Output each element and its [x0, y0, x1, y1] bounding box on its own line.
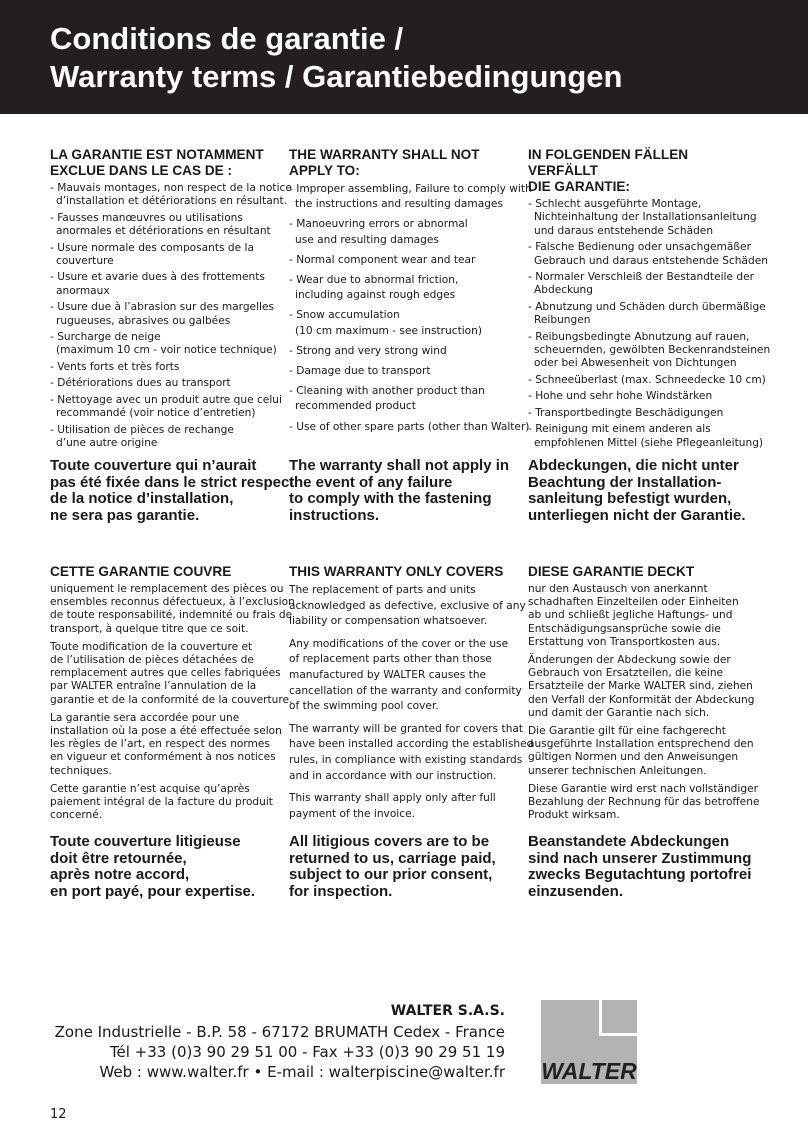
list-item — [289, 308, 521, 338]
list-item-line: - Normaler Verschleiß der Bestandteile der — [528, 271, 754, 284]
paragraph — [528, 654, 760, 720]
fr-covers-section — [50, 564, 295, 827]
fr-exclusions-list — [50, 182, 292, 450]
paragraph-line: manufactured by WALTER causes the — [289, 668, 487, 681]
list-item-line: - Détériorations dues au transport — [50, 377, 231, 390]
list-item — [50, 212, 282, 239]
paragraph — [50, 712, 282, 778]
note-line: ne sera pas garantie. — [50, 506, 200, 524]
list-item — [528, 271, 760, 298]
paragraph-line: The warranty will be granted for covers that — [289, 722, 524, 735]
paragraph — [50, 640, 293, 707]
de-litigious-note — [528, 834, 760, 900]
de-covers-section — [528, 564, 760, 827]
company-name: WALTER S.A.S. — [390, 1003, 505, 1019]
list-item — [289, 273, 521, 303]
page-header — [0, 0, 808, 114]
list-item — [528, 300, 766, 328]
note-line: instructions. — [289, 506, 380, 524]
paragraph-line: of replacement parts other than those — [289, 653, 492, 666]
list-item-line: Nichteinhaltung der Installationsanleitung — [534, 211, 757, 224]
paragraph — [289, 637, 521, 715]
note-line: de la notice d’installation, — [50, 490, 234, 508]
fr-covers-text — [50, 583, 295, 822]
list-item — [289, 364, 521, 379]
paragraph-line: transport, à quelque titre que ce soit. — [50, 622, 249, 635]
list-item — [50, 394, 282, 421]
paragraph-line: Die Garantie gilt für eine fachgerecht — [528, 725, 726, 738]
paragraph-line: acknowledged as defective, exclusive of any — [289, 599, 526, 612]
note-line: Abdeckungen, die nicht unter — [528, 457, 739, 474]
list-item — [50, 331, 282, 358]
paragraph-line: remplacement autres que celles fabriquées — [50, 667, 281, 680]
walter-logo — [541, 1000, 637, 1084]
list-item-line: (maximum 10 cm - voir notice technique) — [56, 344, 277, 357]
list-item-line: empfohlenen Mittel (siehe Pflegeanleitung) — [534, 436, 764, 449]
list-item-line: - Strong and very strong wind — [289, 344, 447, 357]
list-item-line: - Snow accumulation — [289, 309, 400, 322]
list-item-line: - Surcharge de neige — [50, 331, 161, 344]
paragraph-line: en vigueur et conformément à nos notices — [50, 751, 276, 764]
paragraph-line: ensembles reconnus défectueux, à l’exclusion — [50, 596, 295, 609]
list-item-line: - Normal component wear and tear — [289, 253, 476, 266]
note-line: sind nach unserer Zustimmung — [528, 849, 752, 867]
paragraph-line: unserer technischen Anleitungen. — [528, 764, 707, 777]
list-item-line: including against rough edges — [295, 289, 456, 302]
list-item-line: recommandé (voir notice d’entretien) — [56, 407, 256, 420]
list-item — [50, 301, 282, 328]
paragraph-line: payment of the invoice. — [289, 807, 415, 820]
footer-contact — [55, 1000, 505, 1082]
paragraph-line: of the swimming pool cover. — [289, 700, 439, 713]
de-fastening-note — [528, 458, 760, 524]
de-covers-text — [528, 583, 760, 822]
paragraph — [528, 783, 760, 823]
list-item — [50, 182, 292, 209]
paragraph-line: Erstattung von Transportkosten aus. — [528, 635, 721, 648]
list-item-line: Reibungen — [534, 314, 591, 327]
fr-covers-heading: CETTE GARANTIE COUVRE — [50, 564, 232, 579]
list-item — [528, 198, 760, 238]
de-exclusions-section — [528, 147, 771, 453]
list-item-line: couverture — [56, 255, 114, 268]
note-line: subject to our prior consent, — [289, 866, 493, 884]
list-item-line: - Schneeüberlast (max. Schneedecke 10 cm) — [528, 373, 766, 386]
list-item-line: recommended product — [295, 400, 416, 413]
en-covers-heading: THIS WARRANTY ONLY COVERS — [289, 564, 504, 579]
list-item-line: d’installation et détériorations en résultant. — [56, 195, 288, 208]
list-item — [50, 424, 282, 451]
paragraph-line: rules, in compliance with existing standards — [289, 753, 523, 766]
paragraph-line: Produkt wirksam. — [528, 809, 620, 822]
paragraph-line: Entschädigungsansprüche sowie die — [528, 622, 721, 635]
list-item-line: d’une autre origine — [56, 436, 158, 449]
paragraph-line: liability or compensation whatsoever. — [289, 615, 488, 628]
paragraph-line: installation où la pose a été effectuée selon — [50, 725, 282, 738]
paragraph-line: Bezahlung der Rechnung für das betroffene — [528, 796, 760, 809]
list-item-line: - Nettoyage avec un produit autre que celui — [50, 393, 282, 406]
list-item — [50, 242, 282, 269]
list-item — [50, 377, 282, 390]
list-item — [528, 423, 764, 450]
page-title-line-2: Warranty terms / Garantiebedingungen — [50, 59, 623, 94]
paragraph-line: and in accordance with our instruction. — [289, 769, 497, 782]
en-exclusions-list — [289, 182, 532, 435]
list-item-line: - Mauvais montages, non respect de la notice — [50, 182, 292, 194]
note-line: après notre accord, — [50, 866, 190, 884]
list-item-line: anormaux — [56, 284, 110, 297]
en-covers-section — [289, 564, 534, 829]
list-item — [528, 390, 760, 403]
paragraph-line: gültigen Normen und den Anweisungen — [528, 751, 739, 764]
paragraph — [50, 783, 282, 823]
list-item-line: und daraus entstehende Schäden — [534, 224, 714, 237]
logo-white-bar-horizontal — [599, 1033, 637, 1036]
list-item — [50, 361, 282, 374]
list-item-line: - Falsche Bedienung oder unsachgemäßer — [528, 241, 751, 254]
paragraph-line: les règles de l’art, en respect des normes — [50, 738, 270, 751]
list-item — [289, 344, 521, 359]
paragraph-line: par WALTER entraîne l’annulation de la — [50, 680, 257, 693]
list-item-line: - Use of other spare parts (other than Walter) — [289, 420, 530, 433]
list-item-line: - Abnutzung und Schäden durch übermäßige — [528, 300, 766, 313]
paragraph-line: de l’utilisation de pièces détachées de — [50, 654, 254, 667]
paragraph-line: ab und schließt jegliche Haftungs- und — [528, 609, 733, 622]
list-item-line: - Wear due to abnormal friction, — [289, 274, 459, 287]
fr-exclusions-heading: LA GARANTIE EST NOTAMMENT EXCLUE DANS LE CAS DE : — [50, 147, 264, 178]
note-line: unterliegen nicht der Garantie. — [528, 506, 746, 524]
note-line: to comply with the fastening — [289, 490, 492, 508]
note-line: The warranty shall not apply in — [289, 457, 510, 474]
list-item — [50, 271, 282, 298]
note-line: Toute couverture qui n’aurait — [50, 457, 257, 474]
paragraph-line: concerné. — [50, 809, 103, 822]
note-line: returned to us, carriage paid, — [289, 849, 496, 867]
paragraph-line: have been installed according the established — [289, 738, 534, 751]
list-item-line: Abdeckung — [534, 284, 593, 297]
list-item — [289, 420, 530, 435]
paragraph-line: Gebrauch von Ersatzteilen, die keine — [528, 667, 724, 680]
list-item — [289, 217, 521, 247]
list-item — [528, 330, 771, 371]
list-item-line: Gebrauch und daraus entstehende Schäden — [534, 254, 768, 267]
paragraph-line: This warranty shall apply only after full — [289, 792, 496, 805]
note-line: All litigious covers are to be — [289, 833, 490, 850]
paragraph-line: cancellation of the warranty and conformity — [289, 684, 522, 697]
list-item — [289, 384, 521, 414]
page-number: 12 — [50, 1107, 67, 1122]
paragraph-line: de toute responsabilité, indemnité ou frais de — [50, 609, 293, 622]
list-item-line: - Schlecht ausgeführte Montage, — [528, 198, 702, 210]
en-covers-text — [289, 583, 534, 822]
de-exclusions-heading: IN FOLGENDEN FÄLLEN VERFÄLLT DIE GARANTIE: — [528, 147, 689, 194]
fr-litigious-note — [50, 834, 282, 900]
paragraph-line: Cette garantie n’est acquise qu’après — [50, 782, 250, 795]
en-exclusions-heading: THE WARRANTY SHALL NOT APPLY TO: — [289, 147, 480, 178]
de-covers-heading: DIESE GARANTIE DECKT — [528, 564, 695, 579]
list-item — [289, 182, 532, 212]
list-item — [528, 241, 768, 268]
list-item-line: - Vents forts et très forts — [50, 360, 180, 373]
list-item-line: anormales et détériorations en résultant — [56, 225, 271, 238]
note-line: Beanstandete Abdeckungen — [528, 833, 730, 850]
list-item-line: use and resulting damages — [295, 233, 439, 246]
paragraph-line: uniquement le remplacement des pièces ou — [50, 583, 284, 595]
note-line: doit être retournée, — [50, 849, 187, 867]
company-web-email: Web : www.walter.fr • E-mail : walterpiscine@walter.fr — [99, 1063, 505, 1081]
list-item-line: - Reinigung mit einem anderen als — [528, 423, 711, 436]
paragraph-line: garantie et de la conformité de la couverture. — [50, 693, 293, 706]
paragraph-line: paiement intégral de la facture du produit — [50, 796, 273, 809]
list-item-line: (10 cm maximum - see instruction) — [295, 324, 482, 337]
paragraph — [289, 791, 521, 822]
paragraph — [50, 583, 295, 636]
paragraph-line: den Verfall der Konformität der Abdeckung — [528, 693, 755, 706]
list-item-line: rugueuses, abrasives ou galbées — [56, 314, 231, 327]
fr-exclusions-section — [50, 147, 292, 453]
paragraph-line: Diese Garantie wird erst nach vollständiger — [528, 782, 758, 795]
list-item-line: - Usure normale des composants de la — [50, 241, 254, 254]
paragraph-line: Änderungen der Abdeckung sowie der — [528, 654, 731, 667]
list-item-line: - Usure due à l’abrasion sur des margelles — [50, 301, 274, 314]
en-exclusions-section — [289, 147, 532, 440]
paragraph — [289, 583, 526, 630]
list-item-line: scheuernden, gewölbten Beckenrandsteinen — [534, 344, 771, 357]
en-fastening-note — [289, 458, 521, 524]
paragraph-line: schadhaften Einzelteilen oder Einheiten — [528, 596, 739, 609]
fr-fastening-note — [50, 457, 295, 524]
company-address: Zone Industrielle - B.P. 58 - 67172 BRUMATH Cedex - France — [54, 1023, 505, 1041]
list-item-line: - Utilisation de pièces de rechange — [50, 423, 234, 436]
list-item-line: - Damage due to transport — [289, 365, 431, 378]
paragraph — [528, 583, 760, 649]
list-item-line: - Cleaning with another product than — [289, 385, 485, 398]
list-item-line: - Improper assembling, Failure to comply with — [289, 183, 532, 195]
note-line: Beachtung der Installation- — [528, 473, 722, 491]
list-item-line: - Fausses manœuvres ou utilisations — [50, 211, 243, 224]
page-title-line-1: Conditions de garantie / — [50, 21, 404, 56]
note-line: zwecks Begutachtung portofrei — [528, 866, 752, 884]
list-item-line: the instructions and resulting damages — [295, 198, 503, 211]
logo-white-bar-vertical — [599, 1000, 602, 1036]
list-item-line: oder bei Abwesenheit von Dichtungen — [534, 357, 737, 370]
list-item — [528, 373, 766, 387]
paragraph-line: Any modifications of the cover or the use — [289, 637, 509, 650]
note-line: en port payé, pour expertise. — [50, 882, 256, 900]
paragraph — [528, 725, 760, 778]
paragraph-line: Ersatzteile der Marke WALTER sind, ziehen — [528, 680, 753, 693]
logo-wordmark: WALTER — [541, 1058, 637, 1084]
paragraph-line: La garantie sera accordée pour une — [50, 711, 240, 724]
paragraph-line: techniques. — [50, 764, 112, 777]
list-item-line: - Reibungsbedingte Abnutzung auf rauen, — [528, 330, 750, 343]
note-line: einzusenden. — [528, 882, 624, 900]
de-exclusions-list — [528, 198, 771, 450]
paragraph-line: und damit der Garantie nach sich. — [528, 706, 710, 719]
note-line: sanleitung befestigt wurden, — [528, 490, 732, 508]
list-item — [289, 253, 521, 268]
paragraph — [289, 722, 534, 784]
paragraph-line: Toute modification de la couverture et — [50, 640, 253, 653]
company-phone-fax: Tél +33 (0)3 90 29 51 00 - Fax +33 (0)3 90 29 51 19 — [109, 1043, 505, 1061]
list-item-line: - Manoeuvring errors or abnormal — [289, 218, 468, 231]
note-line: the event of any failure — [289, 473, 453, 491]
list-item-line: - Usure et avarie dues à des frottements — [50, 271, 265, 284]
list-item — [528, 407, 760, 420]
paragraph-line: ausgeführte Installation entsprechend den — [528, 738, 754, 751]
note-line: for inspection. — [289, 882, 393, 900]
list-item-line: - Transportbedingte Beschädigungen — [528, 406, 724, 419]
en-litigious-note — [289, 834, 521, 900]
note-line: pas été fixée dans le strict respect — [50, 473, 295, 491]
list-item-line: - Hohe und sehr hohe Windstärken — [528, 390, 713, 403]
paragraph-line: nur den Austausch von anerkannt — [528, 583, 708, 595]
paragraph-line: The replacement of parts and units — [289, 584, 476, 596]
note-line: Toute couverture litigieuse — [50, 833, 241, 850]
